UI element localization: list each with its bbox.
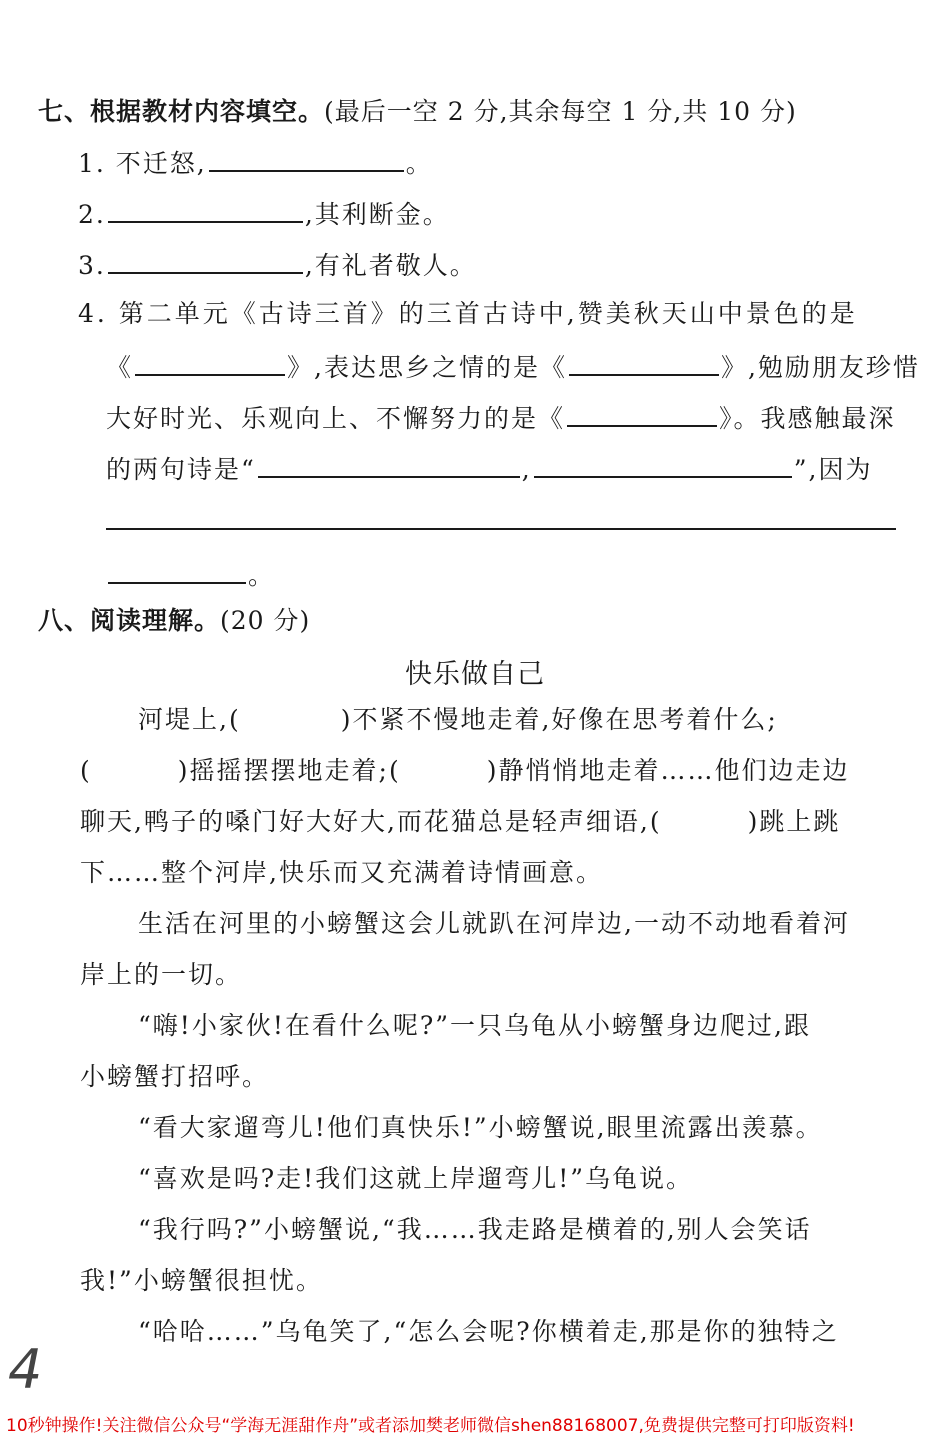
q4-line6-suffix: 。 (248, 561, 276, 590)
q4-line3-text: 大好时光、乐观向上、不懈努力的是《 (106, 404, 566, 433)
q4-line2-open: 《 (106, 353, 134, 382)
footer-promo-text: 10秒钟操作!关注微信公众号“学海无涯甜作舟”或者添加樊老师微信shen88168007,免费提供完整可打印版资料! (6, 1416, 855, 1436)
q4-line4-comma: , (521, 455, 532, 484)
question-3 (78, 246, 477, 283)
q3-suffix: ,有礼者敬人。 (304, 251, 477, 280)
section7-heading-text: 七、根据教材内容填空。 (38, 97, 325, 126)
question-4-line4 (106, 450, 872, 487)
section8-heading (38, 601, 310, 637)
q4-blank-reason-end[interactable] (108, 556, 246, 584)
q1-blank[interactable] (209, 144, 404, 172)
question-4-line6 (106, 556, 275, 593)
p1-l2-c: )静悄悄地走着……他们边走边 (486, 756, 850, 785)
p1-l3-b: )跳上跳 (747, 807, 841, 836)
q3-prefix: 3. (78, 251, 106, 280)
q3-blank[interactable] (108, 246, 303, 274)
question-4-line2 (106, 348, 920, 385)
q4-blank-verse2[interactable] (534, 450, 792, 478)
section7-heading (38, 92, 797, 128)
passage-p4: “看大家遛弯儿!他们真快乐!”小螃蟹说,眼里流露出羡慕。 (138, 1113, 823, 1142)
passage-p6-line2: 我!”小螃蟹很担忧。 (80, 1266, 323, 1295)
q2-suffix: ,其利断金。 (304, 200, 450, 229)
q1-prefix: 1. 不迁怒, (78, 149, 207, 178)
section8-heading-text: 八、阅读理解。 (38, 606, 221, 635)
passage-p5: “喜欢是吗?走!我们这就上岸遛弯儿!”乌龟说。 (138, 1164, 694, 1193)
q4-blank-autumn-poem[interactable] (135, 348, 285, 376)
passage-p1-line4: 下……整个河岸,快乐而又充满着诗情画意。 (80, 858, 603, 887)
passage-p2-line1: 生活在河里的小螃蟹这会儿就趴在河岸边,一动不动地看着河 (138, 909, 850, 938)
q4-line3-end: 》。我感触最深 (719, 404, 896, 433)
passage-p1-line3 (80, 805, 840, 839)
q4-blank-verse1[interactable] (258, 450, 520, 478)
passage-p3-line2: 小螃蟹打招呼。 (80, 1062, 270, 1091)
page-number: 4 (8, 1338, 43, 1401)
q1-suffix: 。 (405, 149, 433, 178)
passage-p6-line1: “我行吗?”小螃蟹说,“我……我走路是横着的,别人会笑话 (138, 1215, 812, 1244)
q4-line4-end: ”,因为 (793, 455, 873, 484)
question-4-line1 (78, 297, 858, 331)
p1-l1-b: )不紧不慢地走着,好像在思考着什么; (340, 705, 778, 734)
question-2 (78, 195, 450, 232)
q2-blank[interactable] (108, 195, 303, 223)
q2-prefix: 2. (78, 200, 106, 229)
p1-l1-a: 河堤上,( (138, 705, 241, 734)
section8-score-note: (20 分) (220, 606, 311, 635)
q4-line2-end: 》,勉励朋友珍惜 (720, 353, 920, 382)
passage-p1-line1 (138, 703, 778, 737)
q4-line2-mid: 》,表达思乡之情的是《 (287, 353, 567, 382)
q4-line1-text: 4. 第二单元《古诗三首》的三首古诗中,赞美秋天山中景色的是 (78, 299, 858, 328)
question-1 (78, 144, 433, 181)
p1-l2-b: )摇摇摆摆地走着;( (177, 756, 401, 785)
passage-p3-line1: “嗨!小家伙!在看什么呢?”一只乌龟从小螃蟹身边爬过,跟 (138, 1011, 812, 1040)
q4-blank-cherish-poem[interactable] (567, 399, 717, 427)
passage-p7: “哈哈……”乌龟笑了,“怎么会呢?你横着走,那是你的独特之 (138, 1317, 839, 1346)
q4-blank-homesick-poem[interactable] (569, 348, 719, 376)
q4-blank-reason-full[interactable] (106, 528, 896, 530)
p1-l3-a: 聊天,鸭子的嗓门好大好大,而花猫总是轻声细语,( (80, 807, 662, 836)
passage-title: 快乐做自己 (405, 659, 545, 690)
question-4-line3 (106, 399, 896, 436)
section7-score-note: (最后一空 2 分,其余每空 1 分,共 10 分) (324, 97, 797, 126)
q4-line4-text: 的两句诗是“ (106, 455, 256, 484)
p1-l2-a: ( (80, 756, 92, 785)
passage-p1-line2 (80, 754, 849, 788)
passage-p2-line2: 岸上的一切。 (80, 960, 243, 989)
